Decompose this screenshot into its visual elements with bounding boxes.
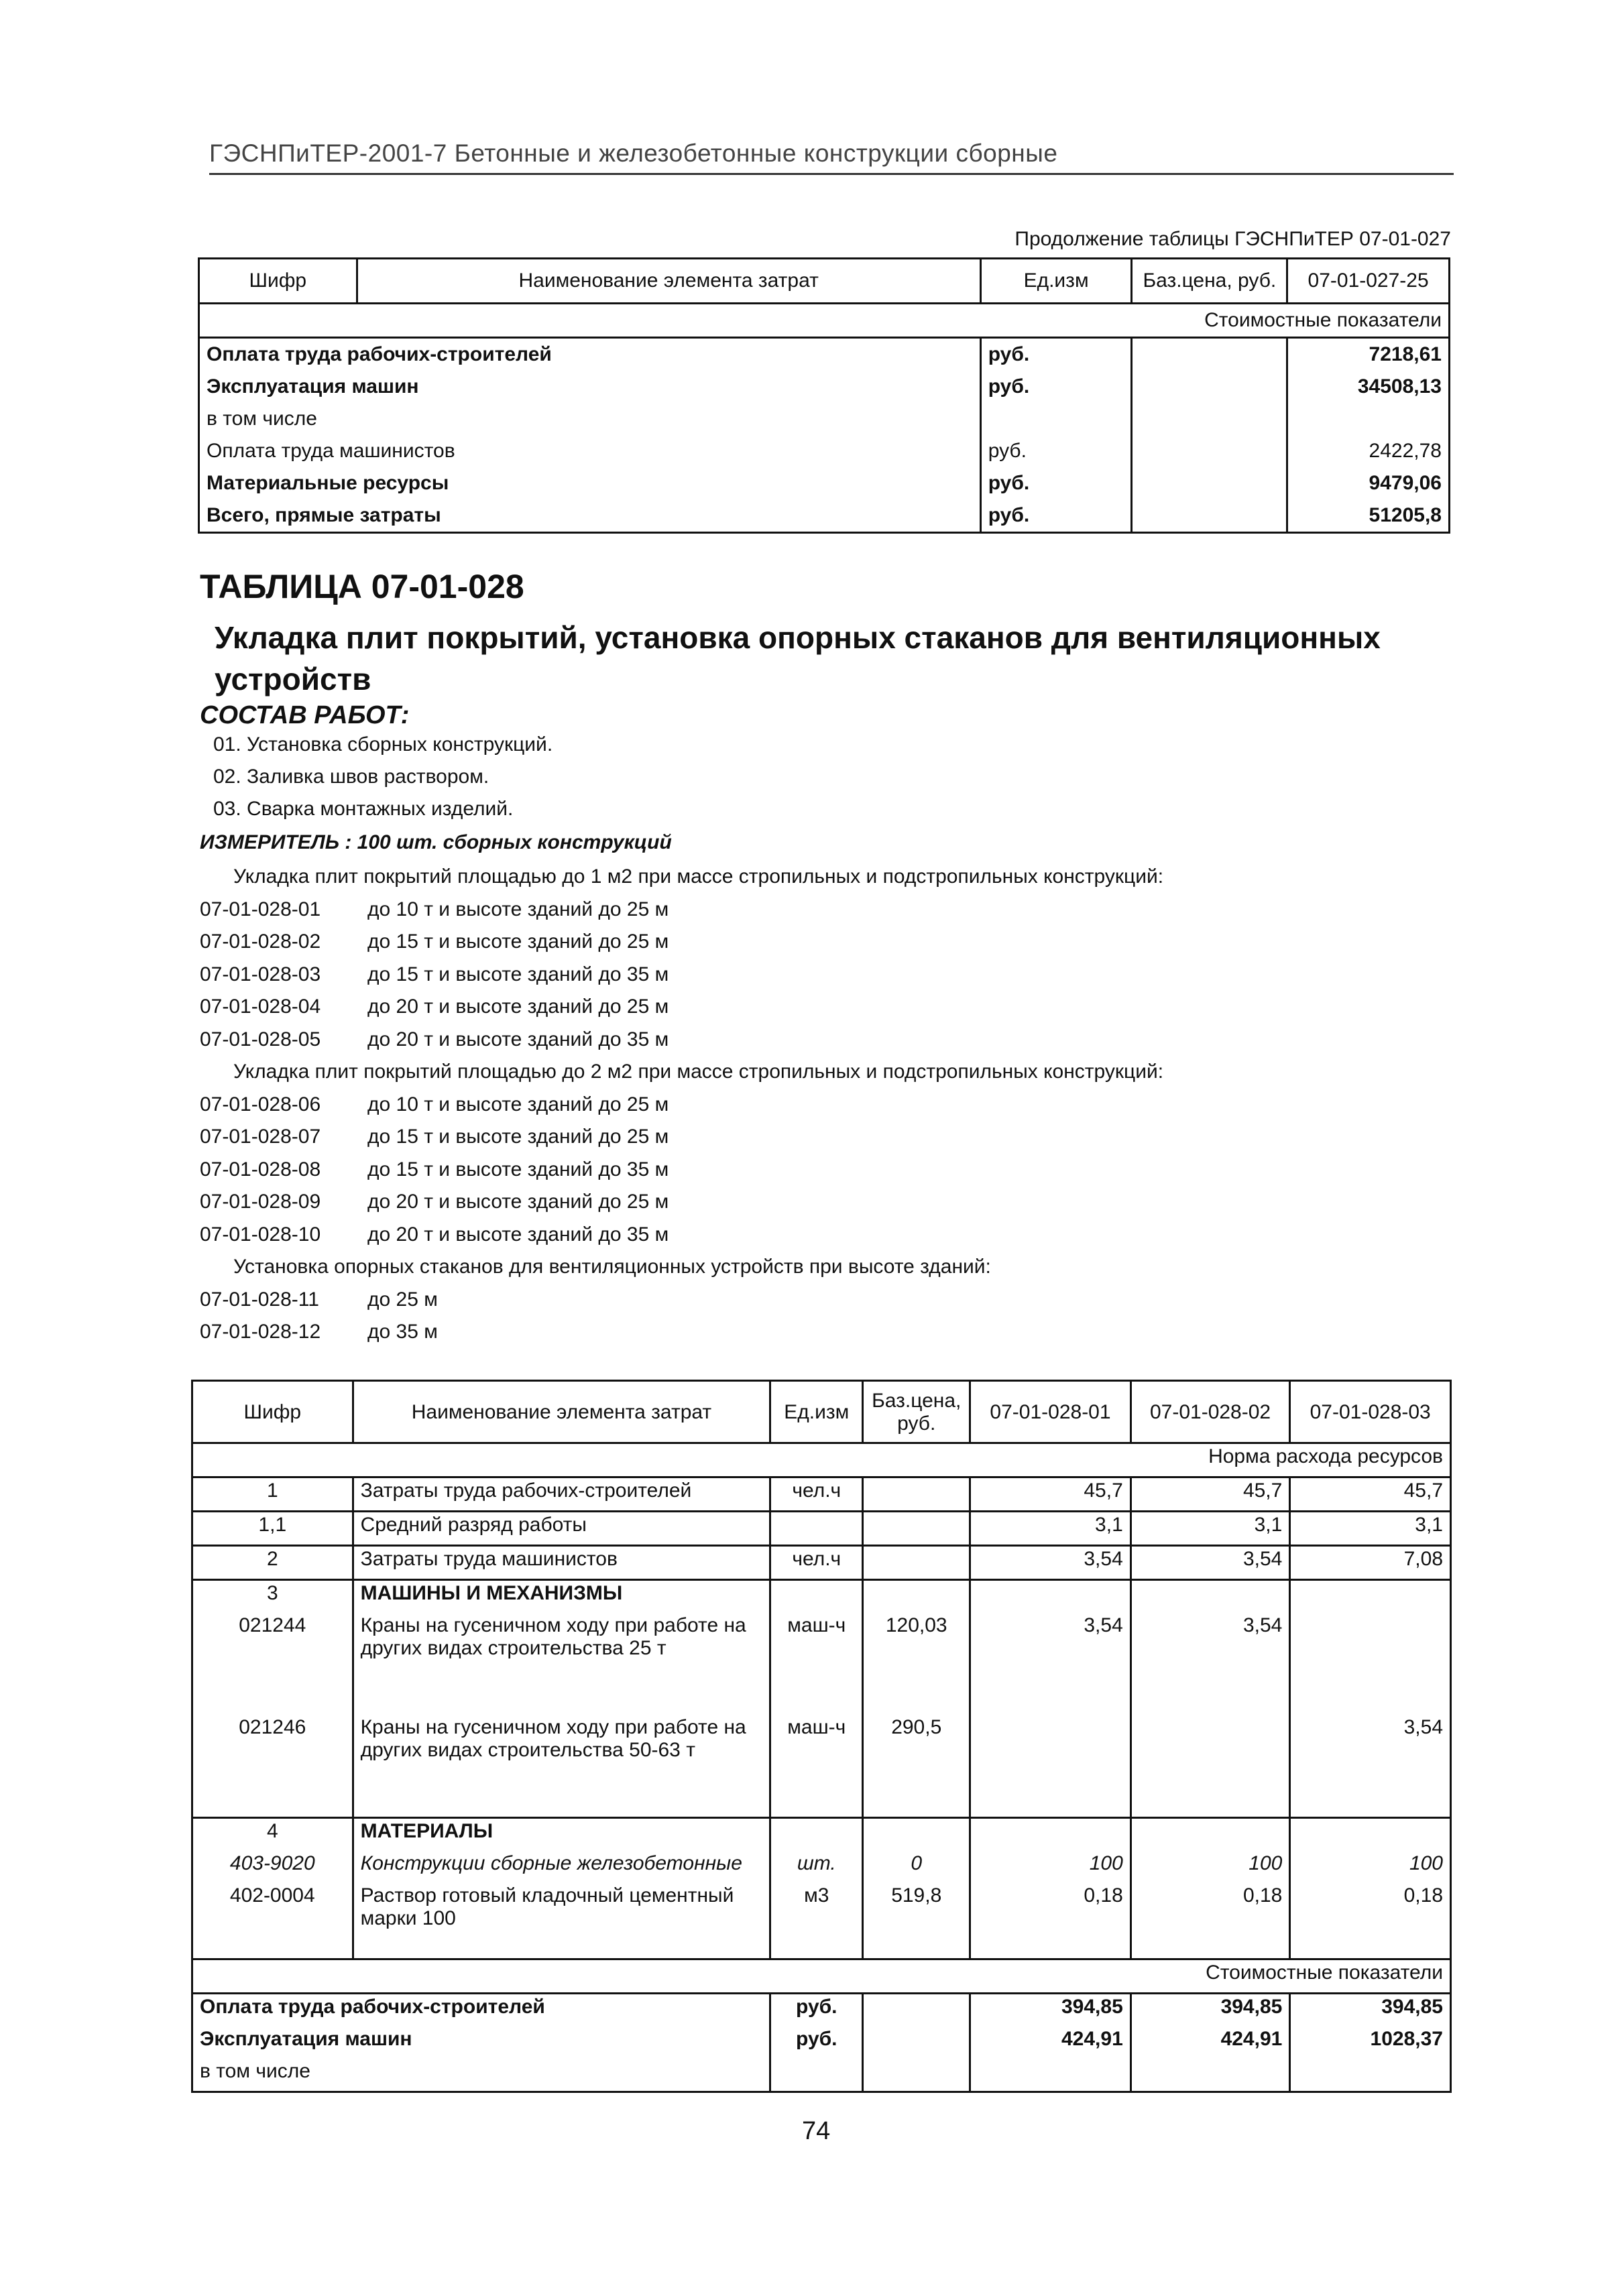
- row-unit: шт.: [770, 1851, 863, 1883]
- cost-row-name: в том числе: [199, 403, 981, 435]
- cost-row-unit: руб.: [980, 338, 1132, 371]
- page-number: 74: [802, 2117, 831, 2145]
- col-header-code: Шифр: [192, 1381, 353, 1443]
- norm-text: до 15 т и высоте зданий до 35 м: [367, 1158, 669, 1181]
- row-value: 7,08: [1290, 1546, 1451, 1580]
- cost-row-value: 394,85: [970, 1994, 1131, 2027]
- cost-row-name: в том числе: [192, 2059, 770, 2092]
- row-price: 290,5: [863, 1715, 970, 1818]
- cost-row-unit: руб.: [770, 2027, 863, 2059]
- cost-row-value: 2422,78: [1287, 435, 1450, 467]
- table-row: [192, 1715, 1451, 1818]
- row-unit: чел.ч: [770, 1477, 863, 1512]
- row-value: 3,54: [1290, 1715, 1451, 1818]
- cost-row-value: 1028,37: [1290, 2027, 1451, 2059]
- row-price: 0: [863, 1851, 970, 1883]
- row-code: 2: [192, 1546, 353, 1580]
- table-row: [192, 1851, 1451, 1883]
- norm-text: до 15 т и высоте зданий до 35 м: [367, 963, 669, 985]
- norm-text: до 20 т и высоте зданий до 25 м: [367, 1191, 669, 1213]
- col-header-price: Баз.цена, руб.: [863, 1381, 970, 1443]
- row-name: МАШИНЫ И МЕХАНИЗМЫ: [353, 1580, 770, 1614]
- row-code: 4: [192, 1818, 353, 1852]
- cost-row-unit: руб.: [980, 499, 1132, 533]
- norm-text: до 25 м: [367, 1288, 438, 1311]
- norm-code: 07-01-028-02: [200, 930, 321, 953]
- izmeritel: ИЗМЕРИТЕЛЬ : 100 шт. сборных конструкций: [200, 831, 672, 853]
- norm-code: 07-01-028-04: [200, 995, 321, 1018]
- col-header-unit: Ед.изм: [770, 1381, 863, 1443]
- list-item: [200, 1186, 1163, 1219]
- row-unit: м3: [770, 1883, 863, 1959]
- row-name: Затраты труда рабочих-строителей: [353, 1477, 770, 1512]
- table-row: [192, 1477, 1451, 1512]
- list-intro: Укладка плит покрытий площадью до 2 м2 при массе стропильных и подстропильных конструкций:: [233, 1061, 1164, 1083]
- table-row: [192, 1613, 1451, 1715]
- norm-code: 07-01-028-06: [200, 1093, 321, 1115]
- norm-code: 07-01-028-10: [200, 1223, 321, 1246]
- cost-row-value: 424,91: [970, 2027, 1131, 2059]
- col-header-name: Наименование элемента затрат: [353, 1381, 770, 1443]
- row-value: 45,7: [1290, 1477, 1451, 1512]
- norm-code: 07-01-028-01: [200, 898, 321, 920]
- row-value: 45,7: [1130, 1477, 1290, 1512]
- norm-code: 07-01-028-09: [200, 1191, 321, 1213]
- norm-text: до 20 т и высоте зданий до 25 м: [367, 995, 669, 1018]
- norm-code: 07-01-028-07: [200, 1126, 321, 1148]
- col-header-unit: Ед.изм: [980, 259, 1132, 304]
- col-header-price: Баз.цена, руб.: [1132, 259, 1287, 304]
- running-header: ГЭСНПиТЕР-2001-7 Бетонные и железобетонные конструкции сборные: [209, 139, 1058, 167]
- sostav-label: СОСТАВ РАБОТ:: [200, 701, 410, 729]
- list-item: [200, 926, 1163, 959]
- col-header-name: Наименование элемента затрат: [357, 259, 980, 304]
- row-code: 1: [192, 1477, 353, 1512]
- row-name: МАТЕРИАЛЫ: [353, 1818, 770, 1852]
- norm-code: 07-01-028-12: [200, 1321, 321, 1343]
- row-value: 100: [970, 1851, 1131, 1883]
- row-code: 1,1: [192, 1512, 353, 1546]
- row-name: Краны на гусеничном ходу при работе на других видах строительства 50-63 т: [353, 1715, 770, 1818]
- cost-row-value: 34508,13: [1287, 371, 1450, 403]
- list-item: [200, 1284, 1163, 1317]
- cost-row-name: Эксплуатация машин: [199, 371, 981, 403]
- cost-row-name: Оплата труда машинистов: [199, 435, 981, 467]
- norm-code: 07-01-028-03: [200, 963, 321, 985]
- table-row: [192, 1883, 1451, 1959]
- row-value: 100: [1130, 1851, 1290, 1883]
- norm-code: 07-01-028-11: [200, 1288, 319, 1311]
- norm-text: до 10 т и высоте зданий до 25 м: [367, 898, 669, 920]
- cost-row-name: Оплата труда рабочих-строителей: [192, 1994, 770, 2027]
- norm-text: до 20 т и высоте зданий до 35 м: [367, 1028, 669, 1050]
- row-price: 120,03: [863, 1613, 970, 1715]
- table-row: [192, 1994, 1451, 2027]
- section-cost: Стоимостные показатели: [192, 1959, 1451, 1994]
- cost-row-name: Эксплуатация машин: [192, 2027, 770, 2059]
- col-header-norm-03: 07-01-028-03: [1290, 1381, 1451, 1443]
- list-item: [200, 894, 1163, 926]
- row-value: 0,18: [1130, 1883, 1290, 1959]
- row-value: 3,54: [970, 1546, 1131, 1580]
- col-header-norm-01: 07-01-028-01: [970, 1381, 1131, 1443]
- row-name: Средний разряд работы: [353, 1512, 770, 1546]
- row-code: 021244: [192, 1613, 353, 1715]
- row-value: 3,1: [1290, 1512, 1451, 1546]
- col-header-code: Шифр: [199, 259, 357, 304]
- table-07-01-028: [191, 1380, 1452, 2093]
- section-cost: Стоимостные показатели: [199, 304, 1450, 338]
- work-item: 02. Заливка швов раствором.: [213, 766, 489, 788]
- row-code: 403-9020: [192, 1851, 353, 1883]
- cost-row-name: Всего, прямые затраты: [199, 499, 981, 533]
- cost-row-unit: руб.: [980, 435, 1132, 467]
- list-intro: Установка опорных стаканов для вентиляционных устройств при высоте зданий:: [233, 1256, 991, 1278]
- row-unit: маш-ч: [770, 1613, 863, 1715]
- row-value: 0,18: [1290, 1883, 1451, 1959]
- table-row: [192, 1580, 1451, 1614]
- list-item: [200, 1154, 1163, 1187]
- norm-code: 07-01-028-08: [200, 1158, 321, 1181]
- norm-text: до 10 т и высоте зданий до 25 м: [367, 1093, 669, 1115]
- row-value: 3,54: [1130, 1613, 1290, 1715]
- cost-row-value: 7218,61: [1287, 338, 1450, 371]
- norm-text: до 15 т и высоте зданий до 25 м: [367, 930, 669, 953]
- norm-text: до 20 т и высоте зданий до 35 м: [367, 1223, 669, 1246]
- row-code: 3: [192, 1580, 353, 1614]
- row-value: 3,1: [970, 1512, 1131, 1546]
- row-name: Краны на гусеничном ходу при работе на других видах строительства 25 т: [353, 1613, 770, 1715]
- row-value: 3,54: [1130, 1546, 1290, 1580]
- list-intro: Укладка плит покрытий площадью до 1 м2 при массе стропильных и подстропильных конструкций:: [233, 865, 1164, 888]
- list-item: [200, 1316, 1163, 1349]
- header-rule: [209, 173, 1454, 175]
- col-header-norm: 07-01-027-25: [1287, 259, 1450, 304]
- row-code: 402-0004: [192, 1883, 353, 1959]
- table-subtitle: Укладка плит покрытий, установка опорных стаканов для вентиляционных устройств: [215, 620, 1381, 697]
- list-item: [200, 991, 1163, 1024]
- norm-text: до 35 м: [367, 1321, 438, 1343]
- list-item: [200, 1024, 1163, 1056]
- row-value: 45,7: [970, 1477, 1131, 1512]
- list-item: [200, 1121, 1163, 1154]
- cost-row-value: 51205,8: [1287, 499, 1450, 533]
- table-row: [192, 1818, 1451, 1852]
- cost-row-name: Материальные ресурсы: [199, 467, 981, 499]
- row-code: 021246: [192, 1715, 353, 1818]
- work-item: 01. Установка сборных конструкций.: [213, 733, 553, 756]
- list-item: [200, 959, 1163, 991]
- row-value: 3,1: [1130, 1512, 1290, 1546]
- row-unit: маш-ч: [770, 1715, 863, 1818]
- cost-row-value: 394,85: [1290, 1994, 1451, 2027]
- row-name: Раствор готовый кладочный цементный марки 100: [353, 1883, 770, 1959]
- section-norm: Норма расхода ресурсов: [192, 1443, 1451, 1477]
- row-unit: чел.ч: [770, 1546, 863, 1580]
- norm-text: до 15 т и высоте зданий до 25 м: [367, 1126, 669, 1148]
- work-item: 03. Сварка монтажных изделий.: [213, 798, 514, 820]
- row-value: 100: [1290, 1851, 1451, 1883]
- row-value: 0,18: [970, 1883, 1131, 1959]
- cost-row-unit: руб.: [770, 1994, 863, 2027]
- cost-row-unit: руб.: [980, 467, 1132, 499]
- cost-row-value: 394,85: [1130, 1994, 1290, 2027]
- cost-row-value: 424,91: [1130, 2027, 1290, 2059]
- list-item: [200, 1089, 1163, 1122]
- table-row: [192, 1512, 1451, 1546]
- table-title: ТАБЛИЦА 07-01-028: [200, 568, 524, 605]
- row-name: Затраты труда машинистов: [353, 1546, 770, 1580]
- row-value: 3,54: [970, 1613, 1131, 1715]
- col-header-norm-02: 07-01-028-02: [1130, 1381, 1290, 1443]
- list-item: [200, 1219, 1163, 1252]
- cost-row-unit: руб.: [980, 371, 1132, 403]
- table-row: [192, 2027, 1451, 2059]
- norm-list: [200, 861, 1163, 1349]
- continuation-note: Продолжение таблицы ГЭСНПиТЕР 07-01-027: [1014, 228, 1451, 250]
- norm-code: 07-01-028-05: [200, 1028, 321, 1050]
- cost-row-name: Оплата труда рабочих-строителей: [199, 338, 981, 371]
- row-price: 519,8: [863, 1883, 970, 1959]
- table-07-01-027: [198, 257, 1450, 534]
- table-row: [192, 2059, 1451, 2092]
- table-row: [192, 1546, 1451, 1580]
- cost-row-value: 9479,06: [1287, 467, 1450, 499]
- row-name: Конструкции сборные железобетонные: [353, 1851, 770, 1883]
